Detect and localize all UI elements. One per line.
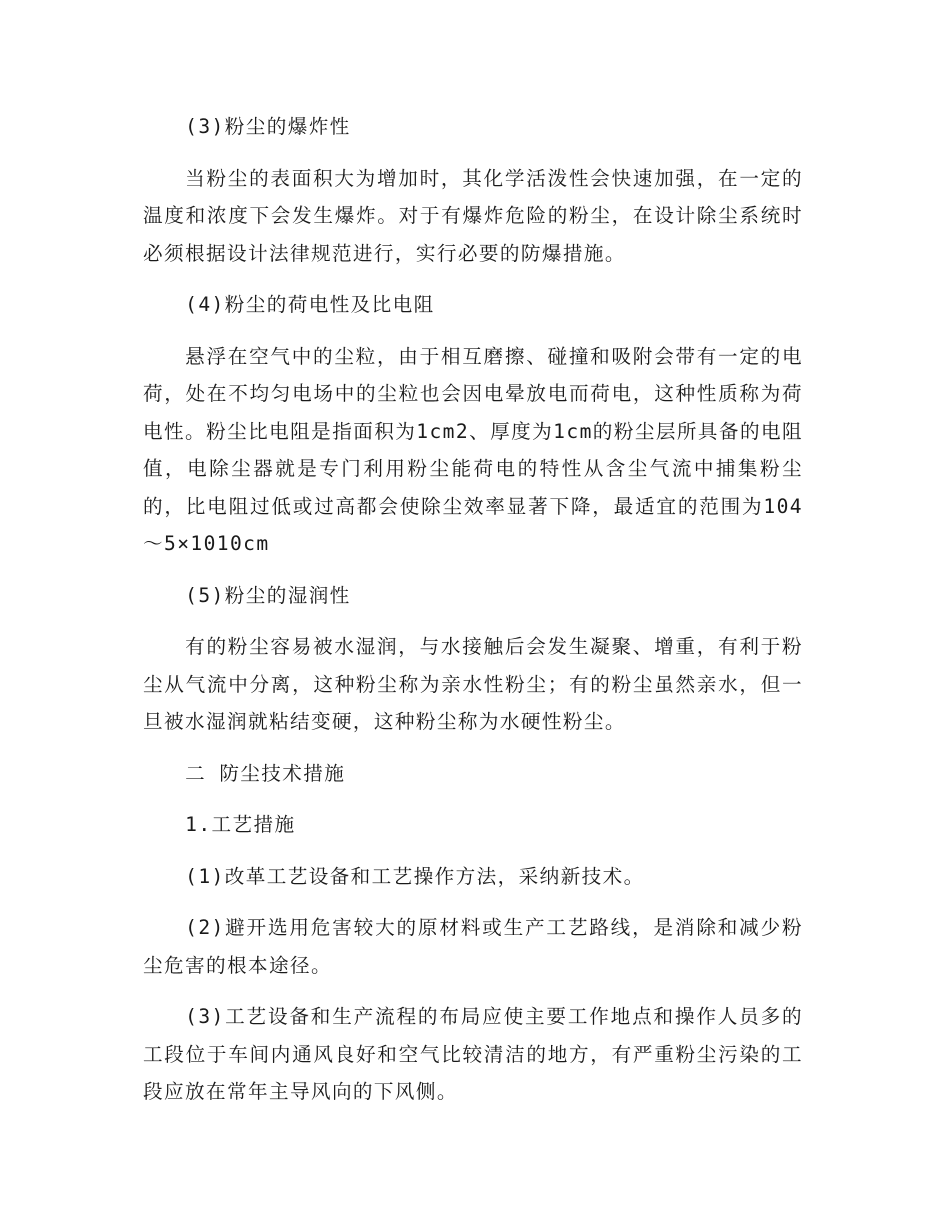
list-item: (1)改革工艺设备和工艺操作方法，采纳新技术。 (185, 864, 645, 888)
list-item: (2)避开选用危害较大的原材料或生产工艺路线，是消除和减少粉尘危害的根本途径。 (143, 916, 803, 977)
paragraph: 当粉尘的表面积大为增加时，其化学活泼性会快速加强，在一定的温度和浓度下会发生爆炸。对于有爆炸危险的粉尘，在设计除尘系统时必须根据设计法律规范进行，实行必要的防爆措施。 (143, 166, 803, 265)
document-body (143, 108, 803, 1125)
paragraph: 悬浮在空气中的尘粒，由于相互磨擦、碰撞和吸附会带有一定的电荷，处在不均匀电场中的尘粒也会因电晕放电而荷电，这种性质称为荷电性。粉尘比电阻是指面积为1cm2、厚度为1cm的粉尘层所具备的电阻值，电除尘器就是专门利用粉尘能荷电的特性从含尘气流中捕集粉尘的，比电阻过低或过高都会使除尘效率显著下降，最适宜的范围为104～5×1010cm (143, 344, 803, 555)
chapter-heading: 二 防尘技术措施 (185, 761, 346, 785)
paragraph: 有的粉尘容易被水湿润，与水接触后会发生凝聚、增重，有利于粉尘从气流中分离，这种粉尘称为亲水性粉尘；有的粉尘虽然亲水，但一旦被水湿润就粘结变硬，这种粉尘称为水硬性粉尘。 (143, 635, 803, 733)
list-item: (3)工艺设备和生产流程的布局应使主要工作地点和操作人员多的工段位于车间内通风良好和空气比较清洁的地方，有严重粉尘污染的工段应放在常年主导风向的下风侧。 (143, 1005, 803, 1103)
subsection-heading: 1.工艺措施 (185, 813, 296, 836)
section-heading: (5)粉尘的湿润性 (185, 583, 351, 607)
section-heading: (3)粉尘的爆炸性 (185, 115, 351, 138)
section-heading: (4)粉尘的荷电性及比电阻 (185, 293, 435, 316)
